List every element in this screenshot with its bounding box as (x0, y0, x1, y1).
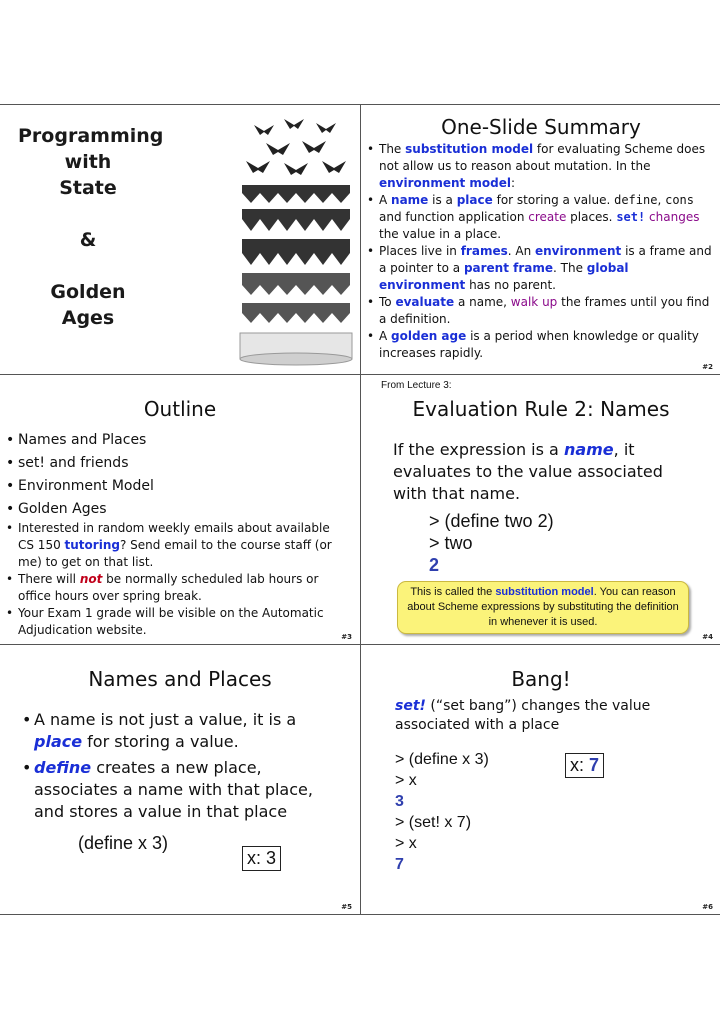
list-item: • Golden Ages (6, 498, 346, 521)
slide-number: #5 (341, 903, 352, 911)
list-item: • There will not be normally scheduled lab hours or office hours over spring break. (6, 571, 346, 605)
list-item: • A golden age is a period when knowledge or quality increases rapidly. (367, 328, 713, 362)
repl-line: > x (395, 835, 417, 852)
slide-title: Outline (143, 397, 217, 421)
list-item: • A name is a place for storing a value. define, cons and function application create places. set! changes the value in a place. (367, 192, 713, 243)
list-item: • The substitution model for evaluating Scheme does not allow us to reason about mutation. In the environment model: (367, 141, 713, 192)
code-line: > (define two 2) (429, 511, 554, 531)
slide-5 (0, 645, 360, 915)
repl-result: 3 (395, 793, 404, 810)
title-line: with (64, 151, 112, 173)
repl-session (395, 749, 489, 875)
slide-title: Bang! (511, 667, 571, 691)
code-line: (define x 3) (78, 833, 169, 853)
escher-birds-image (236, 111, 356, 369)
list-item: • set! and friends (6, 452, 346, 475)
list-item: • define creates a new place, associates a name with that place, and stores a value in that place (22, 757, 322, 823)
title-line: Programming (18, 125, 164, 147)
names-list (22, 709, 322, 823)
slide-2 (361, 105, 720, 375)
setbang-intro: set! (“set bang”) changes the value associated with a place (395, 698, 651, 733)
outline-list (6, 429, 346, 521)
repl-result: 7 (395, 856, 404, 873)
slide-4 (361, 375, 720, 645)
place-box (565, 753, 604, 778)
rule-text: If the expression is a name, it evaluates to the value associated with that name. (393, 440, 663, 503)
title-line: Ages (61, 307, 115, 329)
lecture-reference: From Lecture 3: (381, 380, 452, 391)
list-item: • Your Exam 1 grade will be visible on the Automatic Adjudication website. (6, 605, 346, 639)
slide-1 (0, 105, 360, 375)
title-line: & (79, 229, 97, 251)
place-box-value: 7 (589, 755, 600, 775)
list-item: • Places live in frames. An environment is a frame and a pointer to a parent frame. The global environment has no parent. (367, 243, 713, 294)
announcement-list (6, 520, 346, 639)
repl-line: > (set! x 7) (395, 814, 472, 831)
code-result: 2 (429, 555, 440, 575)
title-line: State (59, 177, 117, 199)
list-item: • A name is not just a value, it is a place for storing a value. (22, 709, 322, 753)
list-item: • Environment Model (6, 475, 346, 498)
slide-title: One-Slide Summary (441, 115, 641, 139)
list-item: • Interested in random weekly emails about available CS 150 tutoring? Send email to the course staff (or me) to get on that list. (6, 520, 346, 571)
slide-number: #2 (702, 363, 713, 371)
place-box: x: 3 (242, 846, 281, 871)
list-item: • Names and Places (6, 429, 346, 452)
slide-title: Evaluation Rule 2: Names (412, 397, 670, 421)
slide-number: #6 (702, 903, 713, 911)
summary-list (367, 141, 713, 362)
slide-6 (361, 645, 720, 915)
repl-line: > (define x 3) (395, 751, 489, 768)
note-box: This is called the substitution model. You can reason about Scheme expressions by substituting the definition in whenever it is used. (397, 581, 689, 634)
slide-title: Names and Places (88, 667, 272, 691)
title-line: Golden (50, 281, 126, 303)
slide-1-title (18, 123, 164, 331)
repl-line: > x (395, 772, 417, 789)
place-box-label: x: (570, 755, 590, 775)
slide-number: #3 (341, 633, 352, 641)
code-line: > two (429, 533, 473, 553)
list-item: • To evaluate a name, walk up the frames until you find a definition. (367, 294, 713, 328)
slide-number: #4 (702, 633, 713, 641)
slide-3 (0, 375, 360, 645)
